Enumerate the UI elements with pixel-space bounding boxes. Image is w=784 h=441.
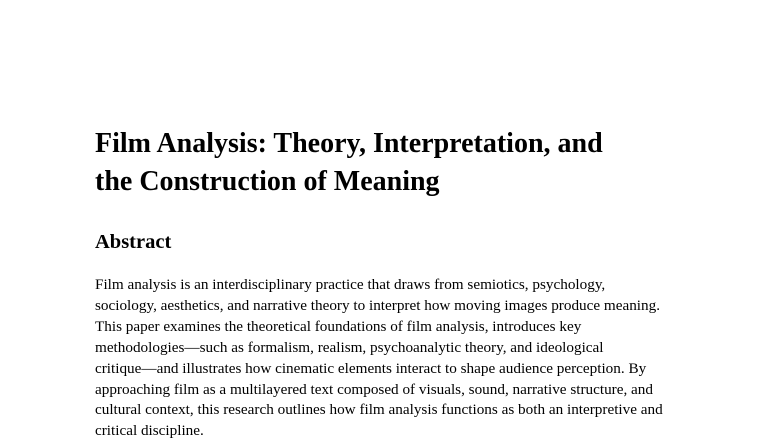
abstract-line: Film analysis is an interdisciplinary practice that draws from semiotics, psychology, xyxy=(95,276,606,293)
abstract-line: This paper examines the theoretical foundations of film analysis, introduces key xyxy=(95,317,582,335)
abstract-heading: Abstract xyxy=(95,231,172,253)
abstract-line: critical discipline. xyxy=(95,422,204,440)
paper-title-line: Film Analysis: Theory, Interpretation, and xyxy=(95,128,603,159)
paper-title xyxy=(95,125,715,201)
abstract-line: sociology, aesthetics, and narrative theory to interpret how moving images produce meaning. xyxy=(95,296,661,314)
abstract-body xyxy=(95,275,695,441)
abstract-line: critique—and illustrates how cinematic elements interact to shape audience perception. By xyxy=(95,359,647,377)
abstract-line: methodologies—such as formalism, realism, psychoanalytic theory, and ideological xyxy=(95,338,604,356)
abstract-line: approaching film as a multilayered text composed of visuals, sound, narrative structure, and xyxy=(95,380,653,398)
paper-title-line: the Construction of Meaning xyxy=(95,166,440,197)
abstract-line: cultural context, this research outlines how film analysis functions as both an interpretive and xyxy=(95,401,663,419)
